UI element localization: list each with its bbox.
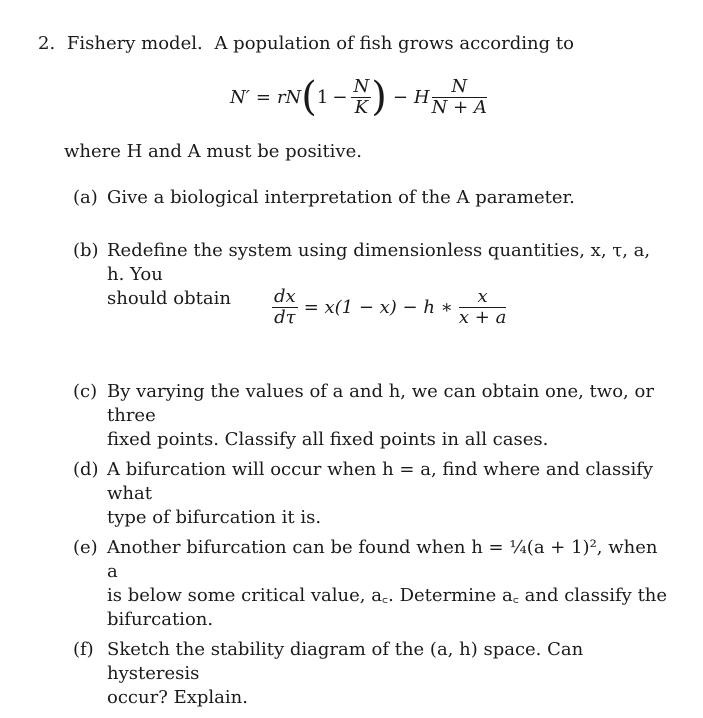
part-a-label: (a): [73, 187, 98, 208]
eq1-left-paren: (: [301, 74, 317, 120]
part-e-label: (e): [73, 537, 98, 558]
part-b-line-2: should obtain: [107, 288, 231, 309]
part-a-line-1: Give a biological interpretation of the A parameter.: [107, 187, 575, 208]
eq2-frac-num: x: [459, 287, 506, 308]
eq1-fraction-N-over-K: [351, 77, 371, 118]
eq1-one: 1: [316, 86, 329, 108]
eq1-N: N: [285, 86, 302, 108]
eq2-frac-den: x + a: [458, 306, 507, 328]
part-e-line-1: Another bifurcation can be found when h = ¼(a + 1)², when a: [107, 537, 658, 582]
part-c-label: (c): [73, 381, 98, 402]
eq1-frac1-den: K: [354, 96, 369, 118]
eq1-lhs: N′: [230, 86, 250, 108]
eq1-minus: −: [332, 86, 348, 108]
part-d-line-1: A bifurcation will occur when h = a, find where and classify what: [107, 459, 654, 504]
part-c-text: [107, 380, 671, 452]
part-d-label: (d): [73, 459, 99, 480]
part-f-line-2: occur? Explain.: [107, 687, 248, 708]
part-e-line-2: is below some critical value, a꜀. Determine a꜀ and classify the: [107, 585, 668, 606]
eq2-rhs: = x(1 − x) − h ∗: [303, 296, 453, 318]
part-e-text: [107, 536, 671, 632]
eq1-fraction-harvest: [432, 77, 487, 118]
eq1-frac2-den: N + A: [431, 96, 487, 118]
eq1-frac1-num: N: [353, 75, 370, 97]
eq1-equals: =: [255, 86, 271, 108]
part-a-text: [107, 186, 671, 210]
part-f-line-1: Sketch the stability diagram of the (a, h) space. Can hysteresis: [107, 639, 584, 684]
part-f-label: (f): [73, 639, 94, 660]
part-b-line-1: Redefine the system using dimensionless quantities, x, τ, a, h. You: [107, 240, 651, 285]
eq1-frac2-num: N: [432, 77, 487, 98]
eq2-derivative: [272, 287, 298, 328]
part-f-text: [107, 638, 671, 710]
eq2-lhs-den: dτ: [274, 306, 296, 328]
equation-growth: [230, 72, 487, 122]
part-d-text: [107, 458, 671, 530]
problem-title: Fishery model.: [66, 33, 203, 54]
eq1-minus2: −: [392, 86, 408, 108]
part-e-line-3: bifurcation.: [107, 609, 214, 630]
problem-header: [38, 33, 574, 54]
part-c-line-1: By varying the values of a and h, we can obtain one, two, or three: [107, 381, 654, 426]
eq2-fraction: [459, 287, 506, 328]
part-d-line-2: type of bifurcation it is.: [107, 507, 322, 528]
eq2-lhs-num: dx: [274, 285, 296, 307]
eq1-H: H: [413, 86, 430, 108]
eq1-right-paren: ): [371, 74, 387, 120]
part-b-label: (b): [73, 240, 99, 261]
part-c-line-2: fixed points. Classify all fixed points in all cases.: [107, 429, 549, 450]
problem-intro: A population of fish grows according to: [214, 33, 574, 54]
eq1-r: r: [276, 86, 286, 108]
equation-dimensionless: [272, 283, 506, 331]
problem-number: 2.: [38, 33, 56, 54]
problem-condition: where H and A must be positive.: [64, 141, 362, 162]
